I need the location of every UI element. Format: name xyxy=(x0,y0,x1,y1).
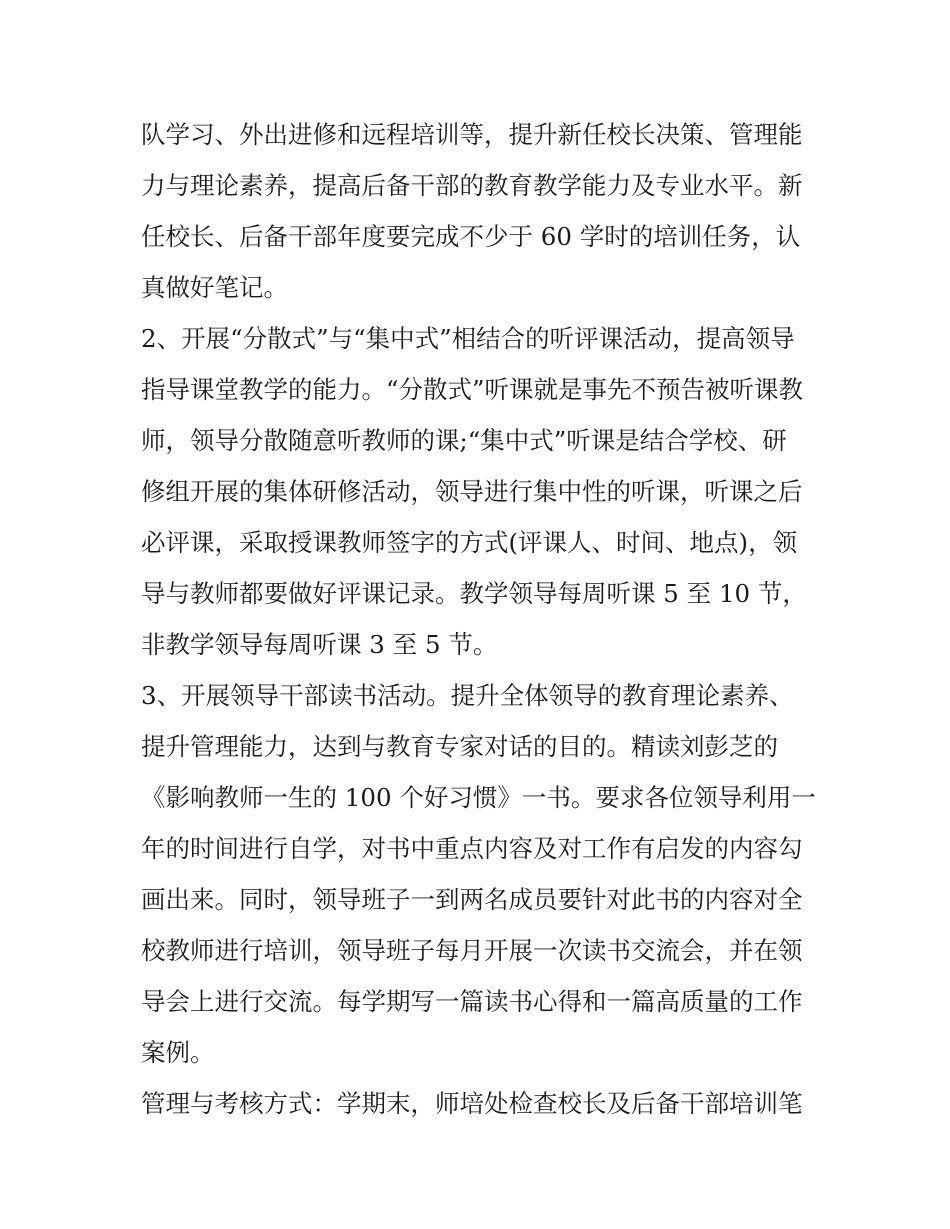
text-line: 案例。 xyxy=(141,1038,215,1067)
text-line: 指导课堂教学的能力。“分散式”听课就是事先不预告被听课教 xyxy=(141,375,804,404)
text-line: 2、开展“分散式”与“集中式”相结合的听评课活动，提高领导 xyxy=(141,324,795,353)
text-line: 师，领导分散随意听教师的课;“集中式”听课是结合学校、研 xyxy=(141,426,787,455)
text-line: 提升管理能力，达到与教育专家对话的目的。精读刘彭芝的 xyxy=(141,732,778,761)
text-line: 必评课，采取授课教师签字的方式(评课人、时间、地点)，领 xyxy=(141,528,798,557)
text-line: 《影响教师一生的 100 个好习惯》一书。要求各位领导利用一 xyxy=(141,783,816,812)
text-line: 画出来。同时，领导班子一到两名成员要针对此书的内容对全 xyxy=(141,885,803,914)
text-line: 导会上进行交流。每学期写一篇读书心得和一篇高质量的工作 xyxy=(141,987,803,1016)
text-line: 导与教师都要做好评课记录。教学领导每周听课 5 至 10 节， xyxy=(141,579,807,608)
text-line: 修组开展的集体研修活动，领导进行集中性的听课，听课之后 xyxy=(141,477,803,506)
text-line: 队学习、外出进修和远程培训等，提升新任校长决策、管理能 xyxy=(141,120,803,149)
text-line: 管理与考核方式：学期末，师培处检查校长及后备干部培训笔 xyxy=(141,1089,803,1118)
text-line: 3、开展领导干部读书活动。提升全体领导的教育理论素养、 xyxy=(141,681,794,710)
text-line: 非教学领导每周听课 3 至 5 节。 xyxy=(141,630,498,659)
document-text xyxy=(141,109,831,1129)
text-line: 年的时间进行自学，对书中重点内容及对工作有启发的内容勾 xyxy=(141,834,803,863)
text-line: 真做好笔记。 xyxy=(141,273,288,302)
text-line: 力与理论素养，提高后备干部的教育教学能力及专业水平。新 xyxy=(141,171,803,200)
text-line: 任校长、后备干部年度要完成不少于 60 学时的培训任务，认 xyxy=(141,222,801,251)
text-line: 校教师进行培训，领导班子每月开展一次读书交流会，并在领 xyxy=(141,936,803,965)
